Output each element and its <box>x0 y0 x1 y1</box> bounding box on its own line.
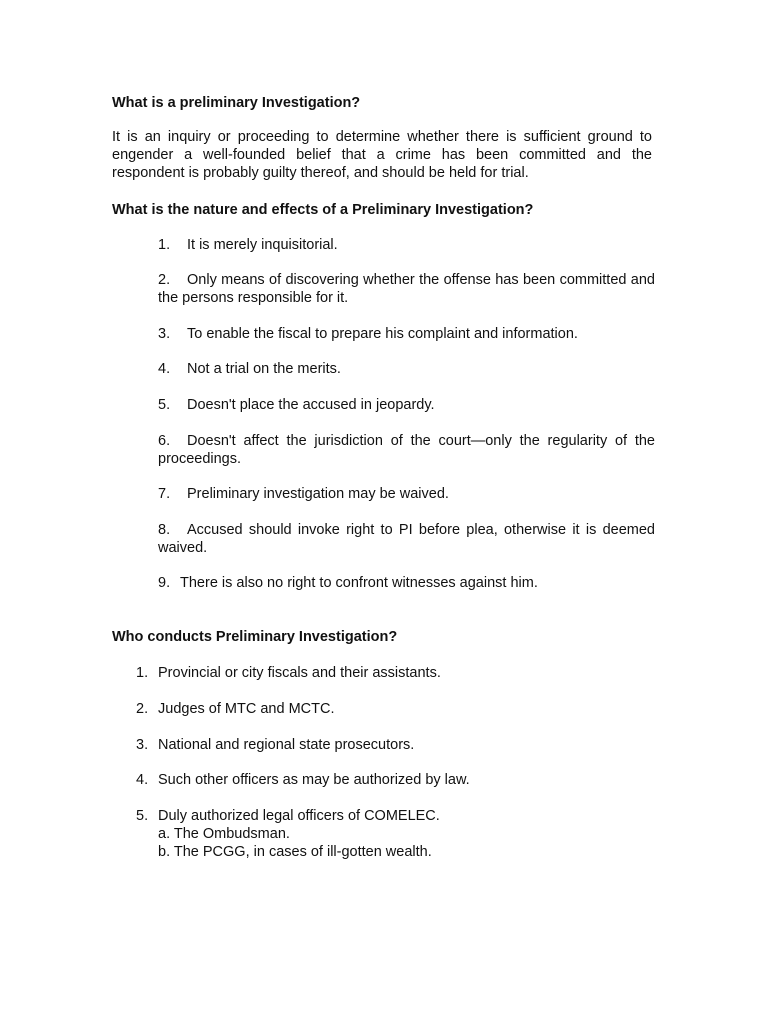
list-text: Provincial or city fiscals and their assistants. <box>158 665 441 681</box>
list-item <box>158 360 655 378</box>
list-item <box>136 700 656 718</box>
list-text: Preliminary investigation may be waived. <box>187 486 449 502</box>
list-item <box>158 271 655 307</box>
list-number: 5. <box>136 808 149 824</box>
list-text: Not a trial on the merits. <box>187 361 341 377</box>
list-text: To enable the fiscal to prepare his complaint and information. <box>187 326 578 342</box>
list-number: 4. <box>136 772 149 788</box>
heading-who-conducts: Who conducts Preliminary Investigation? <box>112 629 398 645</box>
list-number: 9. <box>158 575 171 591</box>
list-number: 4. <box>158 361 171 377</box>
list-item <box>158 396 655 414</box>
list-item <box>158 521 655 557</box>
list-number: 3. <box>158 326 171 342</box>
list-text: Accused should invoke right to PI before plea, otherwise it is deemed waived. <box>158 522 655 556</box>
list-text: It is merely inquisitorial. <box>187 237 338 253</box>
list-text: Doesn't place the accused in jeopardy. <box>187 397 435 413</box>
list-number: 2. <box>158 272 171 288</box>
list-number: 8. <box>158 522 171 538</box>
list-number: 3. <box>136 737 149 753</box>
list-number: 1. <box>136 665 149 681</box>
list-item <box>136 664 656 682</box>
sub-list-item: b. The PCGG, in cases of ill-gotten wealth. <box>158 844 432 860</box>
list-text: There is also no right to confront witnesses against him. <box>180 575 538 591</box>
list-text: Only means of discovering whether the offense has been committed and the persons responsible for it. <box>158 272 655 306</box>
list-item <box>158 574 655 592</box>
heading-what-is-pi: What is a preliminary Investigation? <box>112 95 361 111</box>
list-number: 6. <box>158 433 171 449</box>
list-number: 1. <box>158 237 171 253</box>
list-item <box>158 432 655 468</box>
list-item <box>136 736 656 754</box>
list-item <box>158 485 655 503</box>
list-item <box>158 236 655 254</box>
heading-nature-effects: What is the nature and effects of a Preliminary Investigation? <box>112 202 534 218</box>
list-text: Such other officers as may be authorized by law. <box>158 772 470 788</box>
sub-list-item: a. The Ombudsman. <box>158 826 290 842</box>
list-number: 5. <box>158 397 171 413</box>
list-text: Judges of MTC and MCTC. <box>158 701 335 717</box>
list-text: Doesn't affect the jurisdiction of the court—only the regularity of the proceedings. <box>158 433 655 467</box>
list-item <box>136 807 656 861</box>
definition-paragraph: It is an inquiry or proceeding to determine whether there is sufficient ground to engender a well-founded belief that a crime has been committed and the respondent is probably guilty thereof, and should be held for trial. <box>112 129 652 181</box>
list-number: 7. <box>158 486 171 502</box>
list-item <box>136 771 656 789</box>
list-text: Duly authorized legal officers of COMELEC. <box>158 808 440 824</box>
list-item <box>158 325 655 343</box>
list-number: 2. <box>136 701 149 717</box>
list-text: National and regional state prosecutors. <box>158 737 415 753</box>
